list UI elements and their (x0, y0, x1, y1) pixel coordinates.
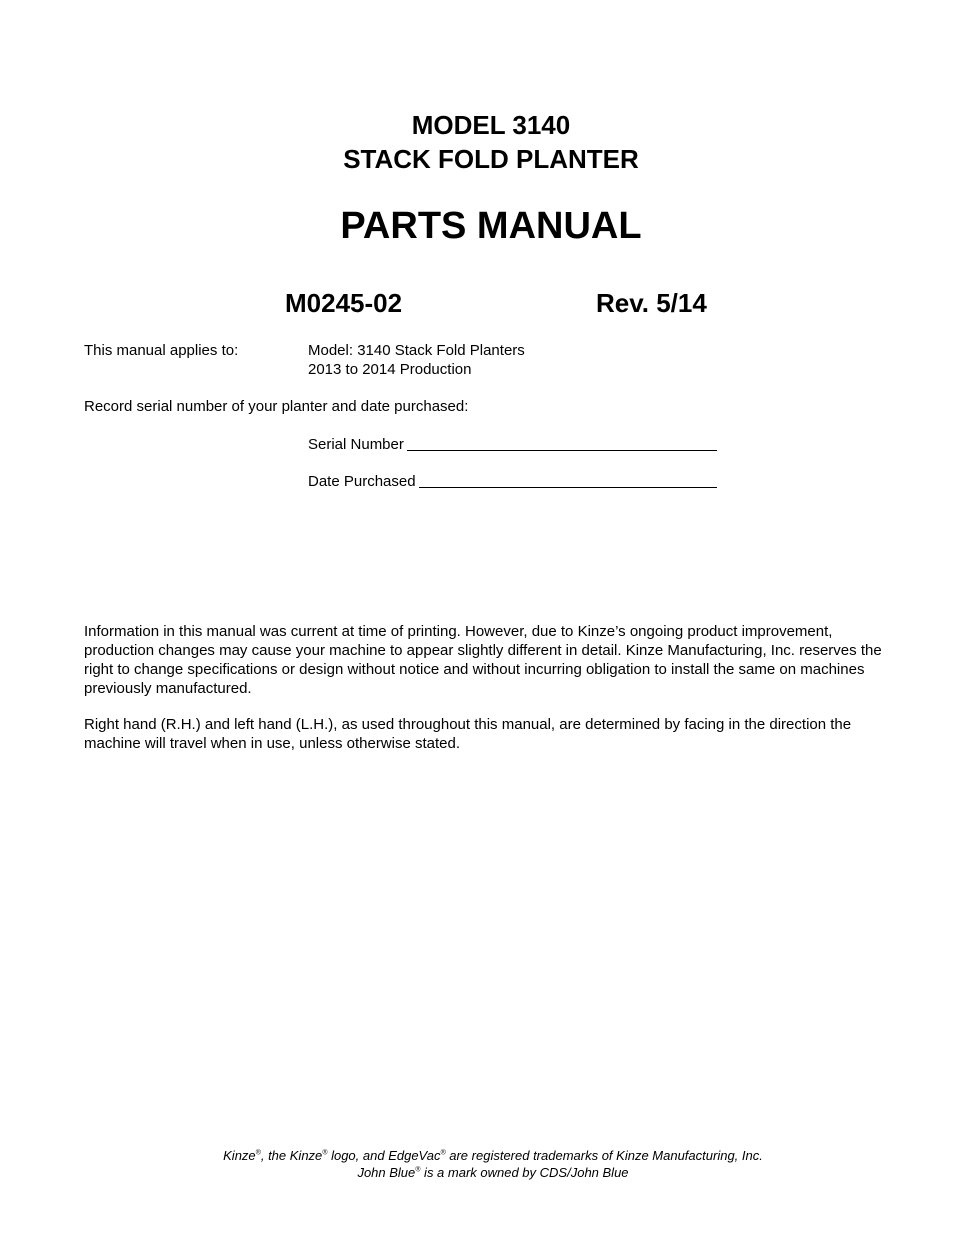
info-paragraph: Information in this manual was current at time of printing. However, due to Kinze’s ongoing product improvement, production changes may cause your machine to appear slightly different in detail. Kinze Manufacturing, Inc. reserves the right to change specifications or design without notice and without incurring obligation to install the same on machines previously manufactured. (84, 623, 882, 697)
model-heading: MODEL 3140 (411, 110, 571, 140)
product-heading: STACK FOLD PLANTER (343, 144, 639, 174)
trademark-line-2 (0, 1164, 954, 1181)
footer-logo: logo, and (327, 1148, 389, 1163)
registered-mark: ® (415, 1166, 421, 1174)
manual-title: PARTS MANUAL (340, 205, 642, 247)
applies-model: Model: 3140 Stack Fold Planters (308, 342, 525, 359)
hand-paragraph: Right hand (R.H.) and left hand (L.H.), as used throughout this manual, are determined by facing in the direction the machine will travel when in use, unless otherwise stated. (84, 716, 852, 752)
footer-kinze: Kinze (223, 1148, 256, 1163)
footer-john-blue: John Blue (357, 1165, 416, 1180)
registered-mark: ® (322, 1149, 328, 1157)
record-instruction: Record serial number of your planter and date purchased: (84, 398, 469, 415)
serial-number-field (308, 435, 717, 454)
applies-production: 2013 to 2014 Production (308, 361, 472, 378)
applies-label: This manual applies to: (84, 342, 239, 359)
revision-label: Rev. 5/14 (596, 288, 707, 318)
footer-the: , the (260, 1148, 290, 1163)
footer-mark-rest: is a mark owned by CDS/John Blue (420, 1165, 629, 1180)
date-purchased-field (308, 472, 717, 491)
registered-mark: ® (255, 1149, 261, 1157)
footer-trademark-rest: are registered trademarks of Kinze Manufacturing, Inc. (445, 1148, 763, 1163)
serial-number-blank-line (407, 435, 717, 451)
trademark-footer (0, 1147, 954, 1181)
registered-mark: ® (440, 1149, 446, 1157)
serial-number-label: Serial Number (308, 436, 404, 453)
footer-kinze-2: Kinze (289, 1148, 323, 1163)
document-number: M0245-02 (285, 288, 403, 318)
footer-edgevac: EdgeVac (388, 1148, 441, 1163)
date-purchased-label: Date Purchased (308, 473, 416, 490)
title-block (0, 108, 954, 176)
applies-values (308, 341, 525, 379)
trademark-line-1 (0, 1147, 954, 1164)
date-purchased-blank-line (419, 472, 717, 488)
